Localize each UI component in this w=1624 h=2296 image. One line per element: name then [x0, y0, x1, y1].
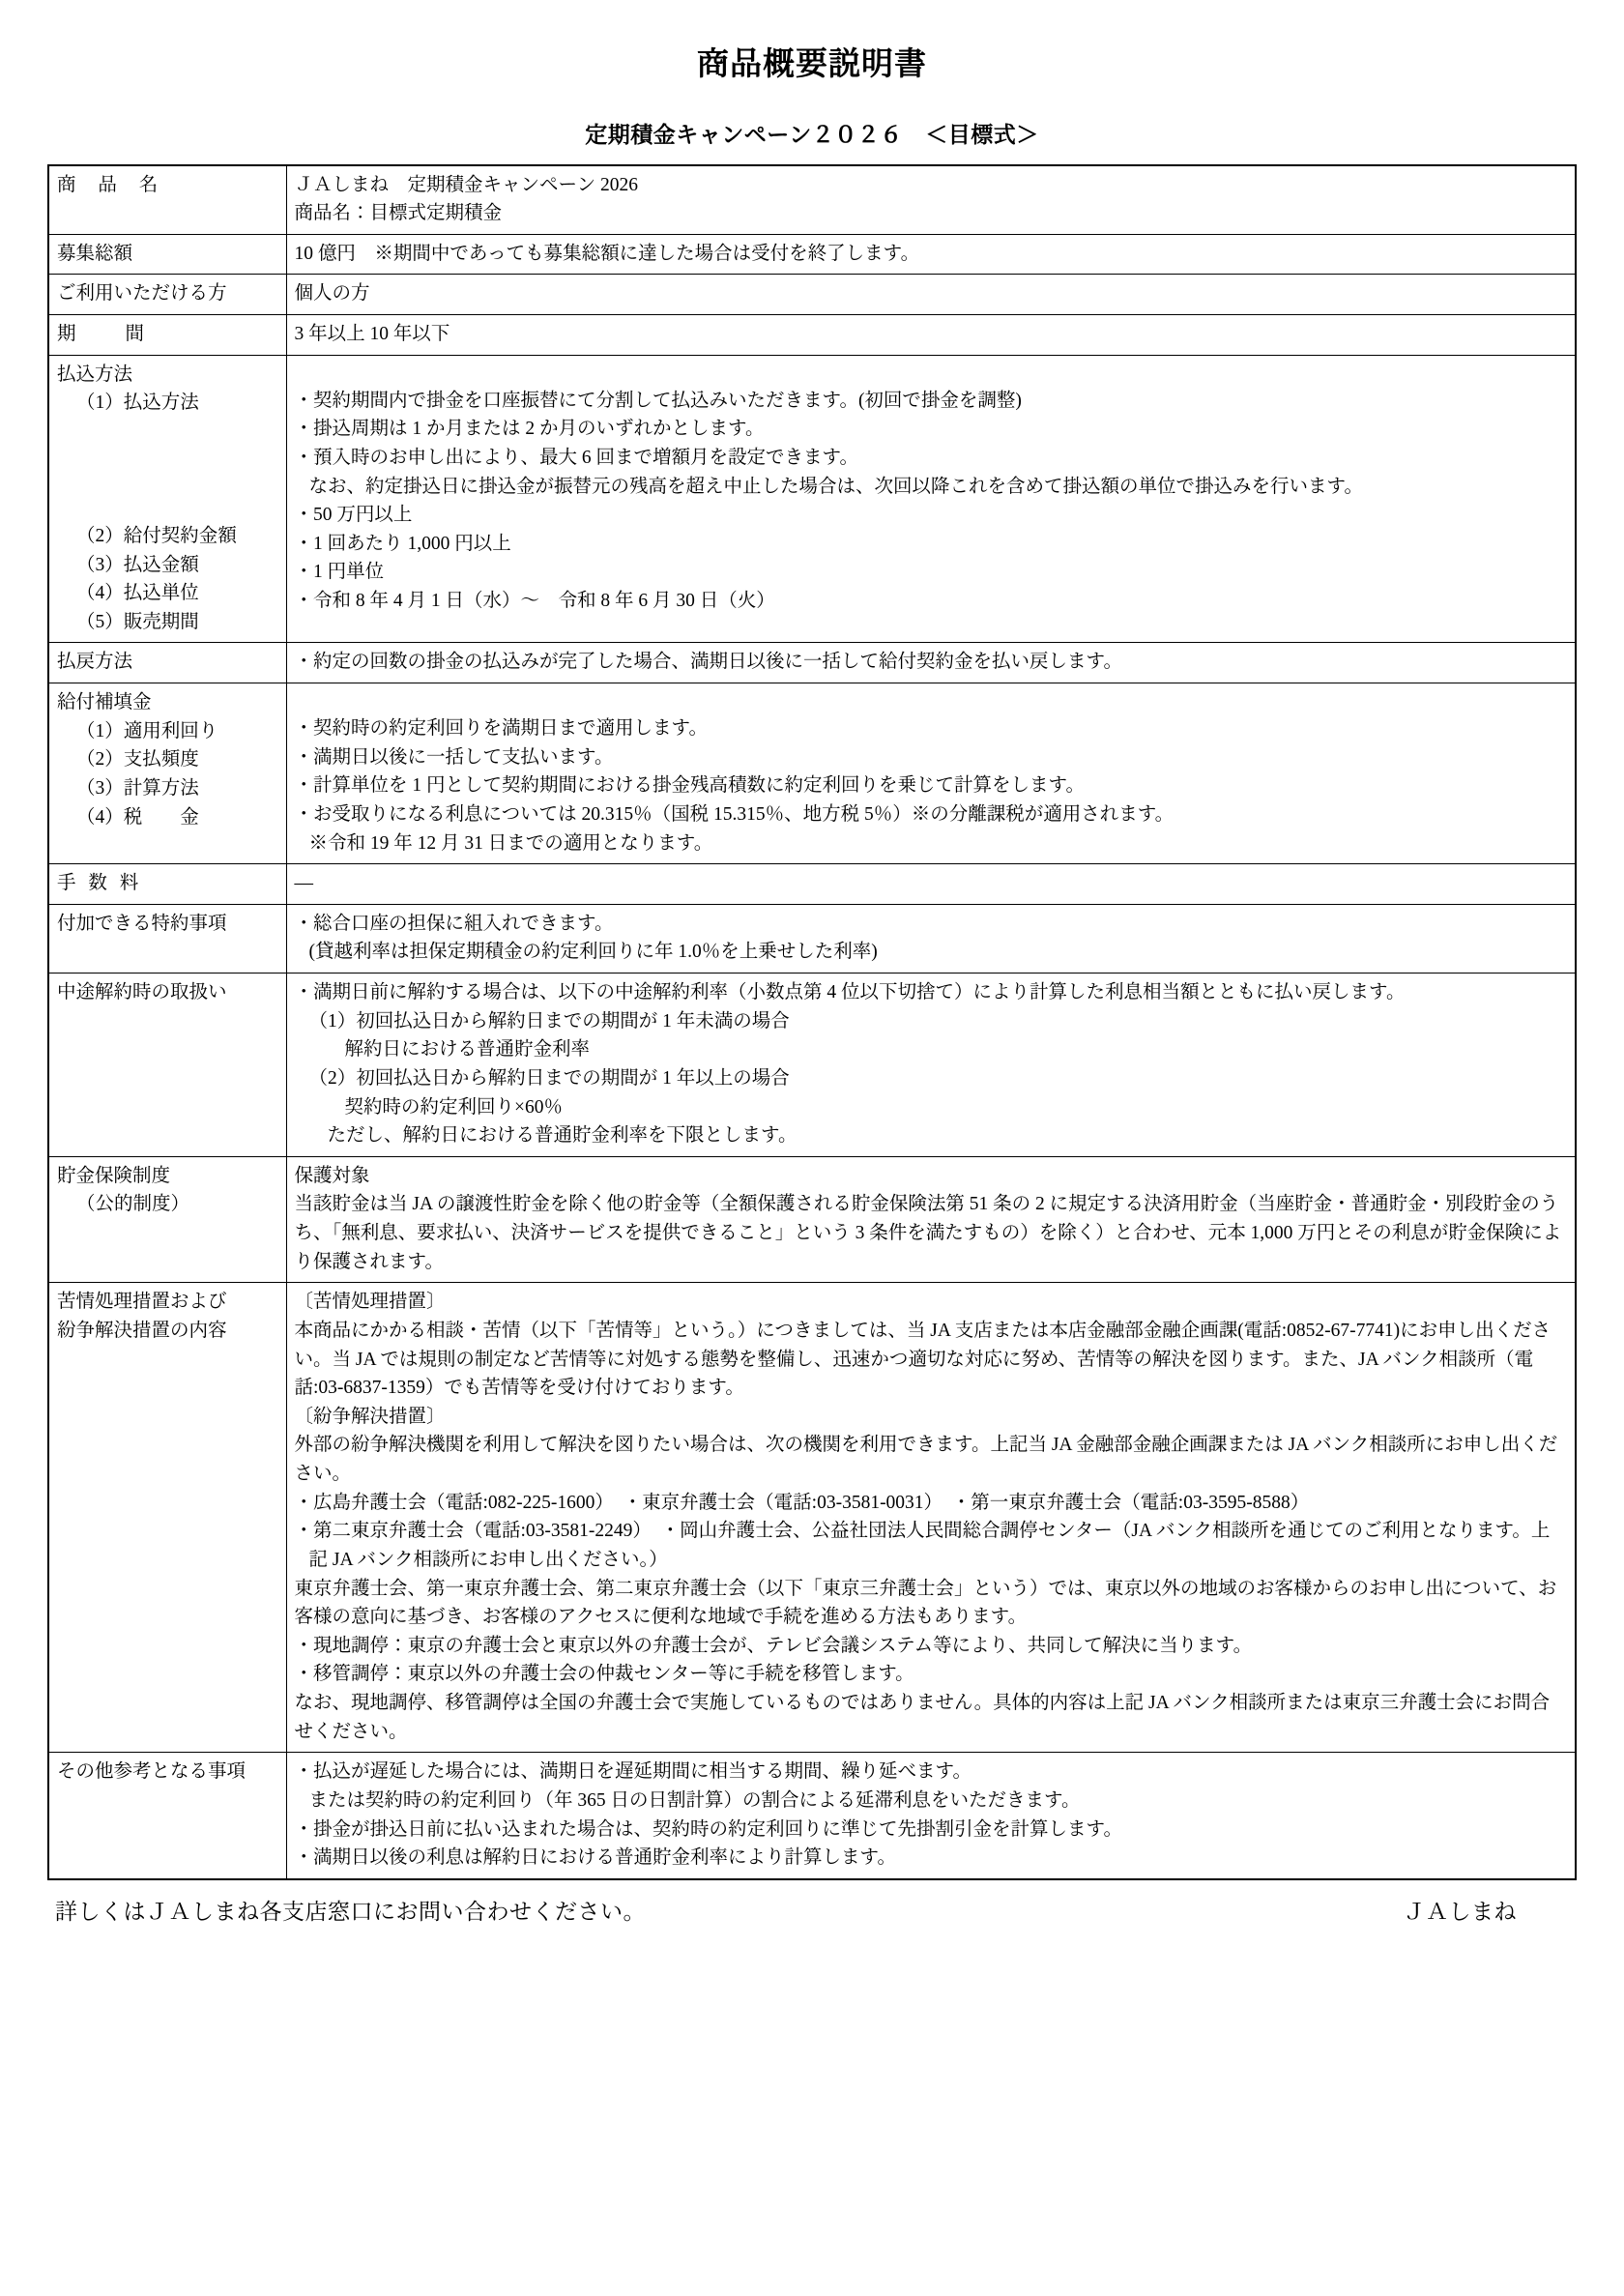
fee-text: —: [294, 873, 313, 894]
label-product-name: [48, 165, 286, 235]
early-cancel-case2-note: ただし、解約日における普通貯金利率を下限とします。: [327, 1125, 798, 1147]
label-payment-method-4: （4）払込単位: [76, 583, 199, 604]
label-benefit-3: （3）計算方法: [76, 777, 199, 799]
label-deposit-insurance: [48, 1156, 286, 1283]
label-special-terms: [48, 904, 286, 973]
label-fee-text: 手 数 料: [57, 873, 143, 894]
label-term: [48, 315, 286, 356]
payment-method-sub5-value: ・令和 8 年 4 月 1 日（水）～ 令和 8 年 6 月 30 日（火）: [294, 591, 775, 612]
table-row-complaints: [48, 1283, 1576, 1753]
product-name-line1: ＪＡしまね 定期積金キャンペーン 2026: [294, 174, 638, 195]
payment-method-sub4-value: ・1 円単位: [294, 562, 385, 583]
label-total-offering: [48, 234, 286, 275]
label-payment-method-1: （1）払込方法: [76, 392, 199, 414]
label-benefit-1: （1）適用利回り: [76, 720, 218, 741]
page-subtitle: 定期積金キャンペーン２０２６ ＜目標式＞: [585, 122, 1039, 147]
early-cancel-intro: ・満期日前に解約する場合は、以下の中途解約利率（小数点第 4 位以下切捨て）により計算した利息相当額とともに払い戻します。: [294, 982, 1406, 1003]
value-fee: [286, 864, 1576, 905]
label-payment-method-5: （5）販売期間: [76, 611, 199, 632]
other-notes-line1: ・払込が遅延した場合には、満期日を遅延期間に相当する期間、繰り延べます。: [294, 1761, 972, 1783]
label-deposit-insurance-sub: （公的制度）: [76, 1194, 190, 1215]
table-row-early-cancel: [48, 974, 1576, 1157]
label-total-offering-text: 募集総額: [57, 243, 133, 264]
table-row-deposit-insurance: [48, 1156, 1576, 1283]
complaints-paragraph-4: なお、現地調停、移管調停は全国の弁護士会で実施しているものではありません。具体的内容は上記 JA バンク相談所または東京三弁護士会にお問合せください。: [294, 1693, 1551, 1742]
table-row-other-notes: [48, 1753, 1576, 1879]
benefit-sub2-value: ・満期日以後に一括して支払います。: [294, 746, 614, 768]
value-other-notes: [286, 1753, 1576, 1879]
label-benefit-2: （2）支払頻度: [76, 749, 199, 770]
eligible-text: 個人の方: [294, 283, 370, 305]
payment-method-line-2: ・預入時のお申し出により、最大 6 回まで増額月を設定できます。: [294, 447, 858, 468]
complaints-bar-list-2: ・第二東京弁護士会（電話:03-3581-2249） ・岡山弁護士会、公益社団法人民間総合調停センター（JA バンク相談所を通じてのご利用となります。上記 JA バンク相談所にお申し出ください。）: [294, 1521, 1551, 1570]
label-eligible: [48, 275, 286, 315]
deposit-insurance-heading: 保護対象: [294, 1165, 370, 1186]
value-special-terms: [286, 904, 1576, 973]
early-cancel-case2-label: （2）初回払込日から解約日までの期間が 1 年以上の場合: [308, 1067, 790, 1089]
special-terms-line2: (貸越利率は担保定期積金の約定利回りに年 1.0％を上乗せした利率): [308, 942, 878, 963]
deposit-insurance-body: 当該貯金は当 JA の譲渡性貯金を除く他の貯金等（全額保護される貯金保険法第 51 条の 2 に規定する決済用貯金（当座貯金・普通貯金・別段貯金のうち、「無利息、要求払い、決済サービスを提供できること」という 3 条件を満たすもの）を除く）と合わせ、元本 1,000 万円とその利息が貯金保険により保護されます。: [294, 1194, 1562, 1272]
complaints-bar-list-1: ・広島弁護士会（電話:082-225-1600） ・東京弁護士会（電話:03-3581-0031） ・第一東京弁護士会（電話:03-3595-8588）: [294, 1492, 1310, 1513]
benefit-sub3-value: ・計算単位を 1 円として契約期間における掛金残高積数に約定利回りを乗じて計算をします。: [294, 775, 1085, 797]
value-benefit: [286, 683, 1576, 864]
label-other-notes: [48, 1753, 286, 1879]
complaints-bullet-local-mediation: ・現地調停：東京の弁護士会と東京以外の弁護士会が、テレビ会議システム等により、共同して解決に当ります。: [294, 1635, 1253, 1656]
footer-contact-note: 詳しくはＪＡしまね各支店窓口にお問い合わせください。: [55, 1899, 646, 1924]
payment-method-sub2-value: ・50 万円以上: [294, 505, 413, 526]
page-footer: [47, 1894, 1577, 1926]
benefit-sub1-value: ・契約時の約定利回りを満期日まで適用します。: [294, 718, 708, 740]
early-cancel-case1-label: （1）初回払込日から解約日までの期間が 1 年未満の場合: [308, 1010, 790, 1032]
value-term: [286, 315, 1576, 356]
label-payment-method-2: （2）給付契約金額: [76, 525, 237, 546]
payment-method-sub3-value: ・1 回あたり 1,000 円以上: [294, 533, 511, 554]
value-eligible: [286, 275, 1576, 315]
label-payment-method: [48, 355, 286, 643]
label-benefit: [48, 683, 286, 864]
special-terms-line1: ・総合口座の担保に組入れできます。: [294, 913, 614, 934]
label-spacer-3: [57, 470, 278, 496]
label-early-cancel: [48, 974, 286, 1157]
label-special-terms-text: 付加できる特約事項: [57, 913, 227, 934]
label-spacer-4: [57, 496, 278, 522]
other-notes-line4: ・満期日以後の利息は解約日における普通貯金利率により計算します。: [294, 1847, 896, 1869]
table-row-product-name: [48, 165, 1576, 235]
label-refund-method-text: 払戻方法: [57, 652, 133, 673]
label-spacer-2: [57, 444, 278, 470]
complaints-bullet-transfer-mediation: ・移管調停：東京以外の弁護士会の仲裁センター等に手続を移管します。: [294, 1664, 914, 1685]
label-early-cancel-text: 中途解約時の取扱い: [57, 982, 227, 1003]
label-benefit-text: 給付補填金: [57, 692, 152, 713]
label-payment-method-3: （3）払込金額: [76, 554, 199, 575]
other-notes-line2: または契約時の約定利回り（年 365 日の日割計算）の割合による延滞利息をいただきます。: [308, 1789, 1081, 1811]
label-payment-method-text: 払込方法: [57, 363, 133, 385]
product-name-line2: 商品名：目標式定期積金: [294, 203, 503, 224]
complaints-heading-2: 〔紛争解決措置〕: [294, 1406, 446, 1427]
other-notes-line3: ・掛金が掛込日前に払い込まれた場合は、契約時の約定利回りに準じて先掛割引金を計算します。: [294, 1818, 1122, 1840]
table-row-fee: [48, 864, 1576, 905]
benefit-spacer: [295, 688, 1568, 714]
label-complaints-line2: 紛争解決措置の内容: [57, 1320, 227, 1341]
value-refund-method: [286, 643, 1576, 683]
table-row-term: [48, 315, 1576, 356]
page-title: 商品概要説明書: [697, 47, 927, 82]
label-refund-method: [48, 643, 286, 683]
product-spec-table: [47, 164, 1577, 1880]
table-row-payment-method: [48, 355, 1576, 643]
value-complaints: [286, 1283, 1576, 1753]
label-product-name-text: 商 品 名: [57, 174, 167, 195]
value-early-cancel: [286, 974, 1576, 1157]
label-spacer-1: [57, 418, 278, 444]
footer-institution-name: ＪＡしまね: [1403, 1899, 1517, 1924]
value-payment-method: [286, 355, 1576, 643]
label-fee: [48, 864, 286, 905]
table-row-benefit: [48, 683, 1576, 864]
refund-method-text: ・約定の回数の掛金の払込みが完了した場合、満期日以後に一括して給付契約金を払い戻します。: [294, 652, 1122, 673]
value-deposit-insurance: [286, 1156, 1576, 1283]
early-cancel-case2-value: 契約時の約定利回り×60％: [344, 1096, 563, 1118]
complaints-heading-1: 〔苦情処理措置〕: [294, 1292, 446, 1313]
table-row-total-offering: [48, 234, 1576, 275]
label-deposit-insurance-main: 貯金保険制度: [57, 1165, 171, 1186]
value-product-name: [286, 165, 1576, 235]
label-benefit-4: （4）税 金: [76, 806, 199, 828]
payment-method-line-3: なお、約定掛込日に掛込金が振替元の残高を超え中止した場合は、次回以降これを含めて掛込額の単位で掛込みを行います。: [308, 476, 1363, 497]
label-term-text: 期 間: [57, 324, 149, 345]
value-spacer-0: [295, 361, 1568, 387]
label-eligible-text: ご利用いただける方: [57, 283, 227, 305]
payment-method-line-0: ・契約期間内で掛金を口座振替にて分割して払込みいただきます。(初回で掛金を調整): [294, 390, 1022, 411]
complaints-paragraph-2: 外部の紛争解決機関を利用して解決を図りたい場合は、次の機関を利用できます。上記当 JA 金融部金融企画課または JA バンク相談所にお申し出ください。: [294, 1435, 1558, 1485]
table-row-eligible: [48, 275, 1576, 315]
table-row-special-terms: [48, 904, 1576, 973]
benefit-sub4-note: ※令和 19 年 12 月 31 日までの適用となります。: [308, 832, 713, 854]
term-text: 3 年以上 10 年以下: [294, 324, 450, 345]
early-cancel-case1-value: 解約日における普通貯金利率: [344, 1039, 591, 1061]
value-total-offering: [286, 234, 1576, 275]
label-complaints: [48, 1283, 286, 1753]
table-row-refund-method: [48, 643, 1576, 683]
payment-method-line-1: ・掛込周期は 1 か月または 2 か月のいずれかとします。: [294, 419, 765, 440]
benefit-sub4-value: ・お受取りになる利息については 20.315％（国税 15.315％、地方税 5％）※の分離課税が適用されます。: [294, 803, 1174, 825]
total-offering-text: 10 億円 ※期間中であっても募集総額に達した場合は受付を終了します。: [294, 243, 920, 264]
label-other-notes-text: その他参考となる事項: [57, 1761, 246, 1783]
complaints-paragraph-3: 東京弁護士会、第一東京弁護士会、第二東京弁護士会（以下「東京三弁護士会」という）では、東京以外の地域のお客様からのお申し出について、お客様の意向に基づき、お客様のアクセスに便利な地域で手続を進める方法もあります。: [294, 1578, 1557, 1628]
complaints-paragraph-1: 本商品にかかる相談・苦情（以下「苦情等」という。）につきましては、当 JA 支店または本店金融部金融企画課(電話:0852-67-7741)にお申し出ください。当 JA では規則の制定など苦情等に対処する態勢を整備し、迅速かつ適切な対応に努め、苦情等の解決を図ります。また、JA バンク相談所（電話:03-6837-1359）でも苦情等を受け付けております。: [294, 1320, 1552, 1399]
label-complaints-line1: 苦情処理措置および: [57, 1292, 227, 1313]
